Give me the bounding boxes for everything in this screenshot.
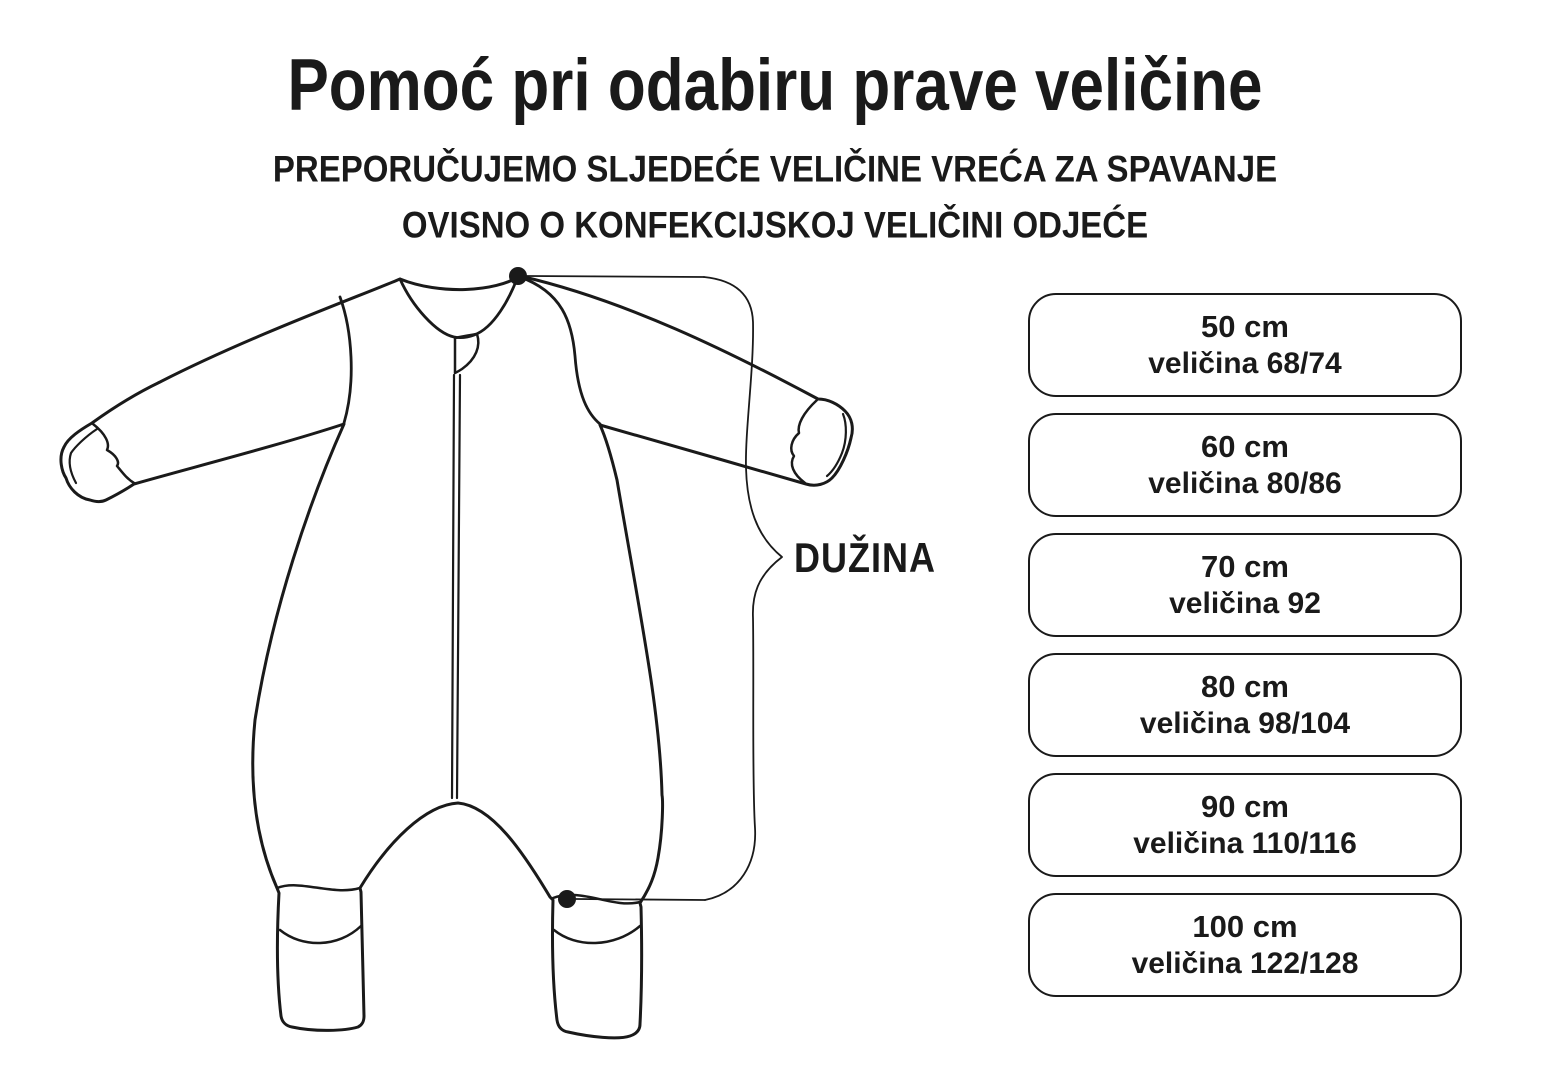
size-box-70cm: [1028, 533, 1462, 637]
size-confection: veličina 110/116: [1133, 827, 1357, 860]
subtitle-line-1: PREPORUČUJEMO SLJEDEĆE VELIČINE VREĆA ZA SPAVANJE: [272, 147, 1278, 190]
size-length: 70 cm: [1201, 549, 1289, 584]
size-box-100cm: [1028, 893, 1462, 997]
size-box-80cm: [1028, 653, 1462, 757]
size-length: 80 cm: [1201, 669, 1289, 704]
top-measure-line: [527, 276, 704, 277]
size-confection: veličina 92: [1169, 587, 1321, 620]
shoulder-measure-dot: [509, 267, 527, 285]
length-label: DUŽINA: [794, 534, 936, 582]
page-title: Pomoć pri odabiru prave veličine: [287, 45, 1263, 127]
size-box-60cm: [1028, 413, 1462, 517]
size-confection: veličina 122/128: [1131, 947, 1359, 980]
size-confection: veličina 68/74: [1148, 347, 1342, 380]
subtitle-line-2: OVISNO O KONFEKCIJSKOJ VELIČINI ODJEĆE: [401, 203, 1149, 246]
size-length: 90 cm: [1201, 789, 1289, 824]
size-length: 60 cm: [1201, 429, 1289, 464]
size-length: 50 cm: [1201, 309, 1289, 344]
size-list: [1028, 293, 1462, 1013]
garment-outline: [61, 276, 852, 1038]
size-box-90cm: [1028, 773, 1462, 877]
bottom-measure-line: [576, 899, 705, 900]
size-length: 100 cm: [1192, 909, 1298, 944]
foot-measure-dot: [558, 890, 576, 908]
size-box-50cm: [1028, 293, 1462, 397]
size-confection: veličina 98/104: [1139, 707, 1351, 740]
size-confection: veličina 80/86: [1148, 467, 1342, 500]
